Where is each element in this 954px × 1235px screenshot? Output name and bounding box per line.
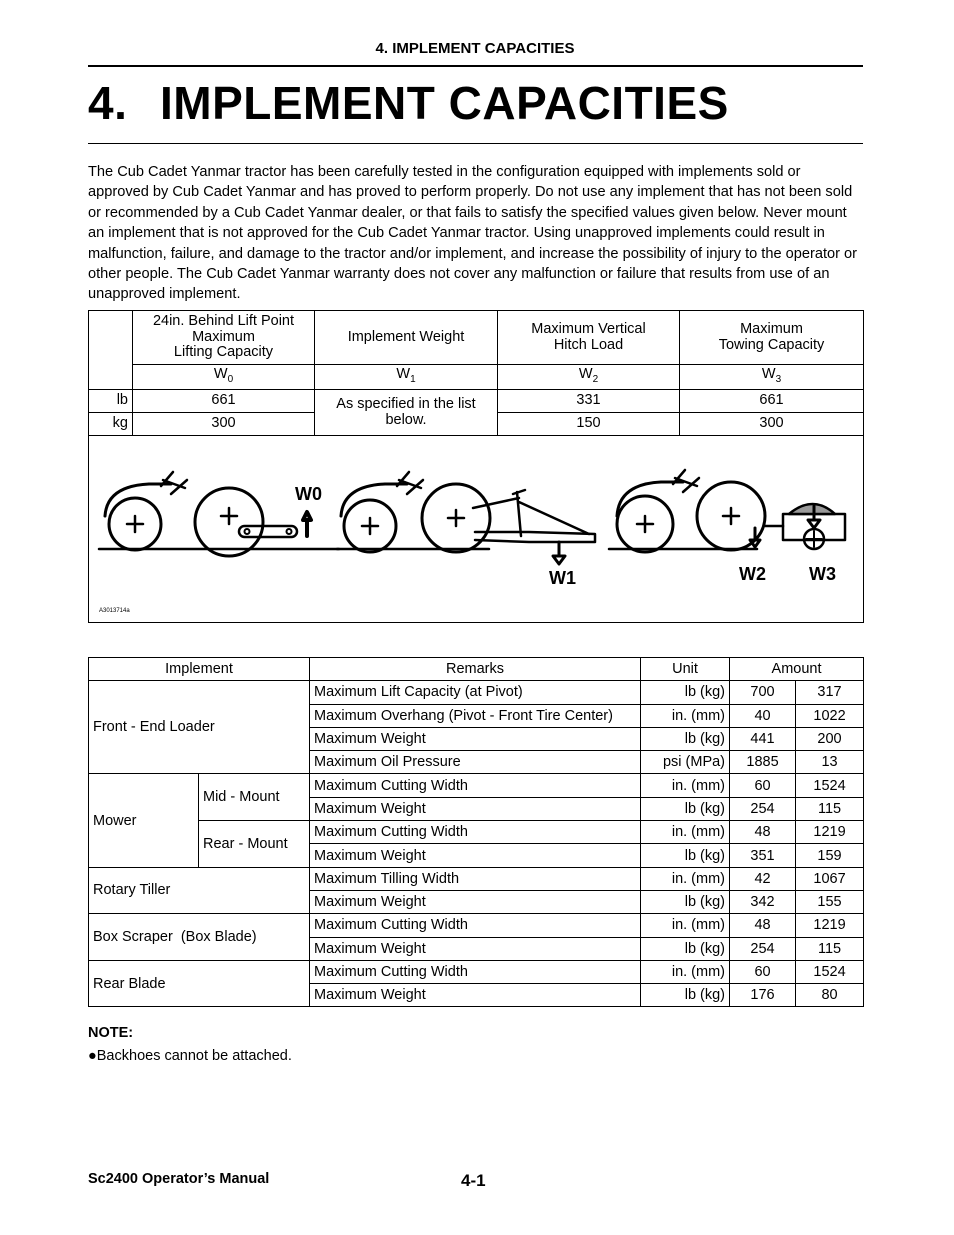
amount-imperial: 342 — [730, 890, 796, 913]
remark-cell: Maximum Weight — [310, 844, 641, 867]
symbol-w1-sub: 1 — [410, 373, 416, 385]
bullet-icon: ● — [88, 1048, 97, 1064]
implement-amounts-table — [88, 657, 864, 1007]
symbol-row — [89, 365, 864, 390]
implement-front-end-loader: Front - End Loader — [89, 681, 310, 774]
symbol-w3 — [680, 365, 864, 390]
fender-outline-3 — [617, 482, 683, 516]
note-label: NOTE: — [88, 1025, 134, 1041]
header-towing-line-1: Maximum — [740, 321, 803, 337]
symbol-w3-base: W — [761, 365, 776, 382]
symbol-w3-sub: 3 — [775, 373, 782, 385]
w2-lb: 331 — [498, 390, 680, 413]
unit-cell: lb (kg) — [641, 797, 730, 820]
unit-cell: in. (mm) — [641, 960, 730, 983]
symbol-w2-sub: 2 — [592, 373, 599, 385]
amount-imperial: 60 — [730, 960, 796, 983]
unit-cell: lb (kg) — [641, 681, 730, 704]
w3-kg: 300 — [680, 413, 864, 436]
unit-cell: lb (kg) — [641, 937, 730, 960]
symbol-w0-base: W — [213, 365, 228, 382]
front-hub-2 — [362, 518, 378, 534]
weight-note-line-1: As specified in the list — [336, 396, 476, 412]
header-hitch-line-1: Maximum Vertical — [531, 321, 646, 337]
up-arrow-w0 — [303, 512, 311, 536]
unit-cell: lb (kg) — [641, 727, 730, 750]
page-title — [88, 76, 729, 130]
amount-metric: 80 — [796, 984, 864, 1007]
w2-kg: 150 — [498, 413, 680, 436]
amount-metric: 1524 — [796, 774, 864, 797]
label-w1: W1 — [549, 568, 576, 588]
mower-mid-mount: Mid - Mount — [199, 774, 310, 821]
weight-note-line-2: below. — [385, 411, 427, 428]
trailer-hub — [806, 531, 822, 547]
running-head: 4. IMPLEMENT CAPACITIES — [375, 40, 575, 57]
amount-imperial: 254 — [730, 937, 796, 960]
label-w2: W2 — [739, 564, 766, 584]
symbol-w1-base: W — [396, 365, 411, 382]
amount-metric: 13 — [796, 751, 864, 774]
unit-lb: lb — [89, 390, 133, 413]
implement-box-scraper: Box Scraper (Box Blade) — [89, 914, 310, 961]
header-hitch-line-2: Hitch Load — [553, 336, 624, 353]
amount-metric: 200 — [796, 727, 864, 750]
down-arrow-w1 — [553, 542, 565, 564]
load-diagram — [89, 436, 864, 623]
amount-imperial: 1885 — [730, 751, 796, 774]
implement-rear-blade: Rear Blade — [89, 960, 310, 1007]
header-lift-line-1: 24in. Behind Lift Point — [152, 313, 295, 330]
header-rule — [88, 65, 863, 67]
mower-rear-mount: Rear - Mount — [199, 821, 310, 868]
page-number: 4-1 — [461, 1171, 486, 1190]
symbol-w2 — [498, 365, 680, 390]
amount-metric: 115 — [796, 797, 864, 820]
intro-paragraph — [88, 162, 863, 305]
amount-metric: 317 — [796, 681, 864, 704]
unit-cell: in. (mm) — [641, 704, 730, 727]
amount-imperial: 700 — [730, 681, 796, 704]
remark-cell: Maximum Tilling Width — [310, 867, 641, 890]
amount-imperial: 60 — [730, 774, 796, 797]
tractor-load-diagram — [89, 436, 862, 622]
lift-pin-a — [245, 529, 250, 534]
amount-imperial: 254 — [730, 797, 796, 820]
table-row — [89, 821, 864, 844]
header-lift-line-2: Maximum — [192, 328, 255, 345]
amount-imperial: 42 — [730, 867, 796, 890]
capacity-header-row — [89, 311, 864, 365]
implement-frame — [513, 490, 589, 536]
implement-weight-note — [315, 390, 498, 436]
amount-imperial: 40 — [730, 704, 796, 727]
unit-cell: lb (kg) — [641, 844, 730, 867]
header-lift-line-3: Lifting Capacity — [173, 344, 274, 361]
trailer-load — [789, 504, 835, 514]
note-item — [88, 1048, 292, 1064]
header-hitch-load — [498, 311, 680, 365]
seat-mark-3 — [673, 470, 699, 492]
unit-cell: lb (kg) — [641, 890, 730, 913]
rear-hub-1 — [221, 508, 237, 524]
remark-cell: Maximum Weight — [310, 797, 641, 820]
amount-metric: 1219 — [796, 914, 864, 937]
header-towing-capacity — [680, 311, 864, 365]
implement-mower: Mower — [89, 774, 199, 867]
label-w3: W3 — [809, 564, 836, 584]
towing-illustration — [609, 470, 845, 552]
seat-mark-2 — [397, 472, 423, 494]
unit-cell: psi (MPa) — [641, 751, 730, 774]
symbol-w2-base: W — [578, 365, 593, 382]
unit-cell: in. (mm) — [641, 867, 730, 890]
remark-cell: Maximum Overhang (Pivot - Front Tire Center) — [310, 704, 641, 727]
intro-text: The Cub Cadet Yanmar tractor has been carefully tested in the configuration equipped with implements sold or approved by Cub Cadet Yanmar and has proved to perform properly. Do not use any implement that has not been sold or recommended by a Cub Cadet Yanmar dealer, or that fails to satisfy the specified values given below. Never mount an implement that is not approved for the Cub Cadet Yanmar tractor. Using unapproved implements could result in malfunction, failure, and damage to the tractor and/or implement, and increase the possibility of injury to the operator or other people. The Cub Cadet Yanmar warranty does not cover any malfunction or failure that results from use of an unapproved implement. — [88, 164, 858, 303]
label-w0: W0 — [295, 484, 322, 504]
fender-outline-1 — [105, 484, 171, 516]
amount-metric: 1067 — [796, 867, 864, 890]
seat-mark-1 — [161, 472, 187, 494]
remark-cell: Maximum Lift Capacity (at Pivot) — [310, 681, 641, 704]
symbol-w1 — [315, 365, 498, 390]
symbol-w0 — [133, 365, 315, 390]
remark-cell: Maximum Cutting Width — [310, 774, 641, 797]
diagram-row — [89, 436, 864, 623]
w0-lb: 661 — [133, 390, 315, 413]
capacity-corner-cell — [89, 311, 133, 390]
amount-imperial: 48 — [730, 821, 796, 844]
amount-metric: 155 — [796, 890, 864, 913]
amount-imperial: 176 — [730, 984, 796, 1007]
amount-imperial: 48 — [730, 914, 796, 937]
amount-metric: 1219 — [796, 821, 864, 844]
amount-metric: 159 — [796, 844, 864, 867]
amount-imperial: 351 — [730, 844, 796, 867]
lift-arm-1 — [239, 526, 297, 537]
w3-lb: 661 — [680, 390, 864, 413]
header-unit: Unit — [641, 658, 730, 681]
title-number: 4. — [88, 77, 128, 129]
title-rule — [88, 143, 863, 144]
diagram-code: A3013714a — [99, 608, 130, 614]
remark-cell: Maximum Cutting Width — [310, 914, 641, 937]
header-implement: Implement — [89, 658, 310, 681]
header-implement-weight: Implement Weight — [315, 311, 498, 365]
unit-cell: lb (kg) — [641, 984, 730, 1007]
rear-hub-3 — [723, 508, 739, 524]
remark-cell: Maximum Cutting Width — [310, 821, 641, 844]
capacity-row-lb — [89, 390, 864, 413]
remark-cell: Maximum Weight — [310, 727, 641, 750]
implement-rotary-tiller: Rotary Tiller — [89, 867, 310, 914]
capacity-table — [88, 310, 864, 623]
amount-imperial: 441 — [730, 727, 796, 750]
table-row — [89, 774, 864, 797]
amount-metric: 115 — [796, 937, 864, 960]
front-hub-1 — [127, 516, 143, 532]
amount-metric: 1524 — [796, 960, 864, 983]
amounts-header-row — [89, 658, 864, 681]
amount-metric: 1022 — [796, 704, 864, 727]
unit-cell: in. (mm) — [641, 821, 730, 844]
unit-kg: kg — [89, 413, 133, 436]
note-text: Backhoes cannot be attached. — [96, 1048, 292, 1064]
w0-kg: 300 — [133, 413, 315, 436]
header-lift-capacity — [133, 311, 315, 365]
table-row — [89, 914, 864, 937]
remark-cell: Maximum Oil Pressure — [310, 751, 641, 774]
table-row — [89, 681, 864, 704]
symbol-w0-sub: 0 — [227, 373, 234, 385]
header-towing-line-2: Towing Capacity — [718, 336, 825, 353]
unit-cell: in. (mm) — [641, 774, 730, 797]
front-hub-3 — [637, 516, 653, 532]
remark-cell: Maximum Weight — [310, 937, 641, 960]
footer-manual-title: Sc2400 Operator’s Manual — [88, 1171, 270, 1187]
table-row — [89, 867, 864, 890]
remark-cell: Maximum Weight — [310, 984, 641, 1007]
header-remarks: Remarks — [310, 658, 641, 681]
remark-cell: Maximum Weight — [310, 890, 641, 913]
remark-cell: Maximum Cutting Width — [310, 960, 641, 983]
lift-pin-b — [287, 529, 292, 534]
table-row — [89, 960, 864, 983]
rear-hub-2 — [448, 510, 464, 526]
header-amount: Amount — [730, 658, 864, 681]
unit-cell: in. (mm) — [641, 914, 730, 937]
title-text: IMPLEMENT CAPACITIES — [160, 77, 729, 129]
implement-weight-illustration — [337, 472, 595, 564]
